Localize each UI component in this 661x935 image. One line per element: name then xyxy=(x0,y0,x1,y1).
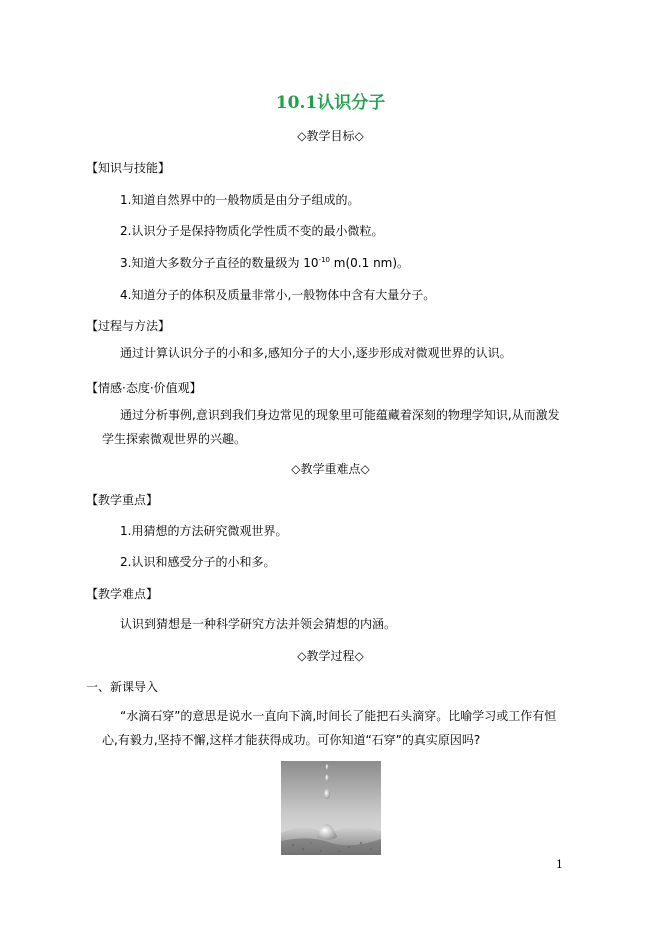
key-item-1: 1.用猜想的方法研究微观世界。 xyxy=(120,524,288,538)
heading-process-method: 【过程与方法】 xyxy=(86,319,171,333)
heading-teaching-difficult: 【教学难点】 xyxy=(86,587,159,601)
knowledge-item-1: 1.知道自然界中的一般物质是由分子组成的。 xyxy=(120,193,360,207)
document-title: 10.1认识分子 xyxy=(275,93,386,113)
section-heading-process: ◇教学过程◇ xyxy=(297,649,364,663)
intro-text: “水滴石穿”的意思是说水一直向下滴,时间长了能把石头滴穿。比喻学习或工作有恒心,有毅力,坚持不懈,这样才能获得成功。可你知道“石穿”的真实原因吗? xyxy=(102,709,557,747)
knowledge-item-3 xyxy=(120,254,409,271)
knowledge-item-4: 4.知道分子的体积及质量非常小,一般物体中含有大量分子。 xyxy=(120,288,436,302)
page-number: 1 xyxy=(556,858,563,871)
heading-new-lesson-intro: 一、新课导入 xyxy=(86,680,159,694)
knowledge-item-3-text: 3.知道大多数分子直径的数量级为 10 xyxy=(120,256,319,270)
section-heading-key-difficult: ◇教学重难点◇ xyxy=(291,462,370,476)
knowledge-item-3-exponent: -10 xyxy=(318,256,330,264)
knowledge-item-2: 2.认识分子是保持物质化学性质不变的最小微粒。 xyxy=(120,224,384,238)
heading-emotion-attitude: 【情感·态度·价值观】 xyxy=(86,381,202,395)
heading-teaching-key: 【教学重点】 xyxy=(86,493,159,507)
difficult-text: 认识到猜想是一种科学研究方法并领会猜想的内涵。 xyxy=(120,617,397,631)
heading-knowledge-skills: 【知识与技能】 xyxy=(86,161,171,175)
key-item-2: 2.认识和感受分子的小和多。 xyxy=(120,555,276,569)
section-heading-goals: ◇教学目标◇ xyxy=(297,129,364,143)
water-drop-stone-image xyxy=(281,761,381,855)
method-text: 通过计算认识分子的小和多,感知分子的大小,逐步形成对微观世界的认识。 xyxy=(120,346,512,360)
knowledge-item-3-tail: m(0.1 nm)。 xyxy=(329,256,410,270)
emotion-text: 通过分析事例,意识到我们身边常见的现象里可能蕴藏着深刻的物理学知识,从而激发学生探索微观世界的兴趣。 xyxy=(102,408,560,446)
